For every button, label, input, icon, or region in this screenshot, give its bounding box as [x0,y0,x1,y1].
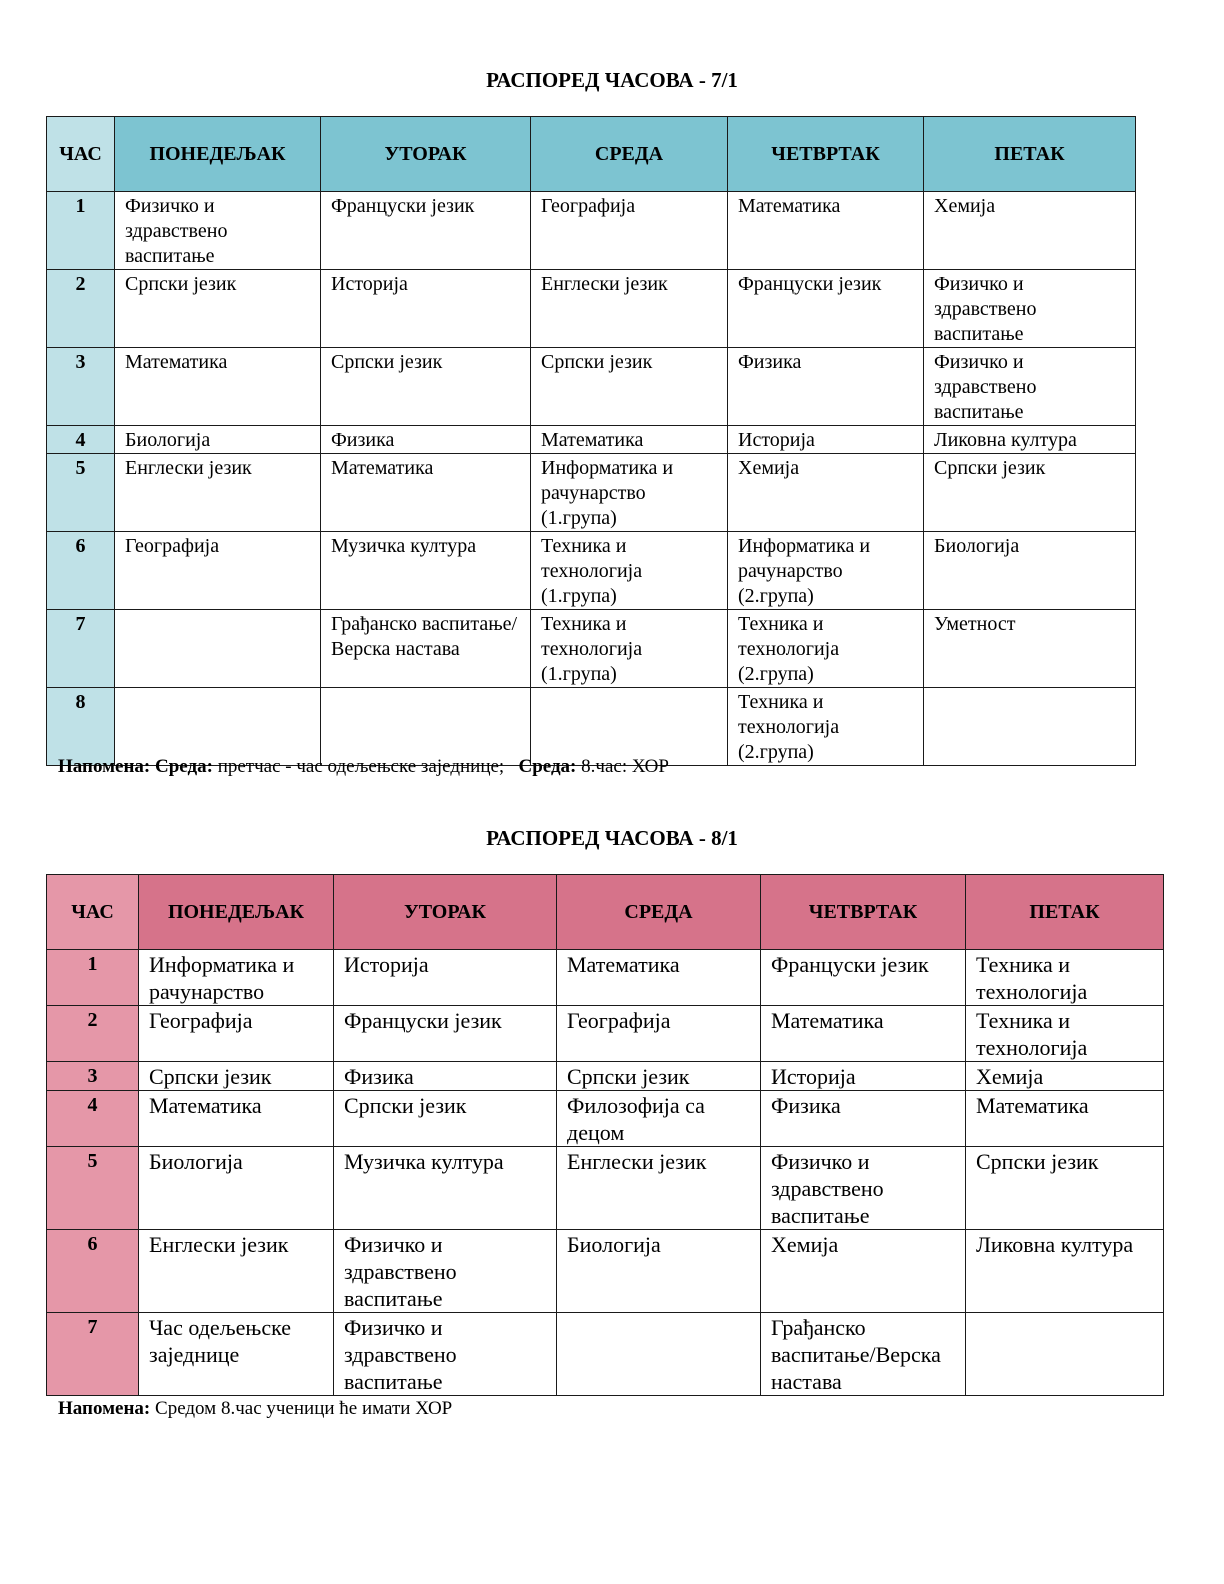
lesson-cell: Географија [115,532,321,610]
lesson-cell: Енглески језик [139,1230,334,1313]
lesson-cell [557,1313,761,1396]
lesson-cell: Биологија [924,532,1136,610]
lesson-cell: Уметност [924,610,1136,688]
header-thursday: ЧЕТВРТАК [728,117,924,192]
lesson-cell: Информатика и рачунарство (1.група) [531,454,728,532]
note-day: Среда: [518,756,577,777]
lesson-cell: Српски језик [966,1147,1164,1230]
lesson-cell: Физика [761,1091,966,1147]
hour-number: 6 [47,1230,139,1313]
hour-number: 8 [47,688,115,766]
lesson-cell: Биологија [139,1147,334,1230]
schedule-7-note [58,756,669,778]
table-row [47,1006,1164,1062]
note-text: претчас - час одељењске заједнице; [212,756,505,777]
lesson-cell: Хемија [924,192,1136,270]
lesson-cell [924,688,1136,766]
schedule-8-note [58,1398,452,1420]
schedule-7-title: РАСПОРЕД ЧАСОВА - 7/1 [486,68,738,92]
table-row [47,950,1164,1006]
lesson-cell: Физичко и здравствено васпитање [334,1313,557,1396]
hour-number: 1 [47,950,139,1006]
lesson-cell: Српски језик [115,270,321,348]
lesson-cell: Физичко и здравствено васпитање [115,192,321,270]
lesson-cell: Српски језик [531,348,728,426]
lesson-cell: Музичка култура [321,532,531,610]
hour-number: 3 [47,348,115,426]
lesson-cell: Хемија [966,1062,1164,1091]
lesson-cell: Физичко и здравствено васпитање [924,348,1136,426]
hour-number: 7 [47,1313,139,1396]
note-text: Средом 8.час ученици ће имати ХОР [150,1398,453,1419]
lesson-cell: Техника и технологија [966,1006,1164,1062]
lesson-cell [531,688,728,766]
note-label: Напомена: [58,756,151,777]
table-row [47,1313,1164,1396]
lesson-cell: Филозофија са децом [557,1091,761,1147]
lesson-cell: Српски језик [321,348,531,426]
table-row [47,688,1136,766]
hour-number: 2 [47,1006,139,1062]
lesson-cell: Грађанско васпитање/Верска настава [321,610,531,688]
lesson-cell: Биологија [557,1230,761,1313]
note-label: Напомена: [58,1398,151,1419]
table-row [47,1147,1164,1230]
lesson-cell: Информатика и рачунарство [139,950,334,1006]
lesson-cell: Српски језик [334,1091,557,1147]
lesson-cell [115,610,321,688]
lesson-cell: Техника и технологија (2.група) [728,610,924,688]
table-row [47,454,1136,532]
lesson-cell: Физичко и здравствено васпитање [924,270,1136,348]
lesson-cell: Историја [761,1062,966,1091]
table-row [47,426,1136,454]
lesson-cell [966,1313,1164,1396]
lesson-cell: Математика [761,1006,966,1062]
lesson-cell: Ликовна култура [924,426,1136,454]
table-row [47,270,1136,348]
hour-number: 2 [47,270,115,348]
lesson-cell: Информатика и рачунарство (2.група) [728,532,924,610]
lesson-cell: Час одељењске заједнице [139,1313,334,1396]
header-hour: ЧАС [47,875,139,950]
lesson-cell: Математика [115,348,321,426]
lesson-cell: Физика [728,348,924,426]
lesson-cell: Математика [966,1091,1164,1147]
hour-number: 1 [47,192,115,270]
table-row [47,532,1136,610]
table-row [47,192,1136,270]
lesson-cell: Српски језик [139,1062,334,1091]
lesson-cell: Математика [321,454,531,532]
table-row [47,1230,1164,1313]
header-hour: ЧАС [47,117,115,192]
lesson-cell: Физика [321,426,531,454]
hour-number: 5 [47,1147,139,1230]
table-row [47,1062,1164,1091]
header-tuesday: УТОРАК [321,117,531,192]
schedule-8-table [46,874,1164,1396]
lesson-cell: Грађанско васпитање/Верска настава [761,1313,966,1396]
note-day: Среда: [155,756,213,777]
hour-number: 3 [47,1062,139,1091]
hour-number: 7 [47,610,115,688]
lesson-cell: Српски језик [557,1062,761,1091]
lesson-cell: Географија [531,192,728,270]
lesson-cell: Ликовна култура [966,1230,1164,1313]
lesson-cell: Енглески језик [557,1147,761,1230]
lesson-cell [321,688,531,766]
table-row [47,610,1136,688]
table-row [47,348,1136,426]
lesson-cell: Математика [139,1091,334,1147]
hour-number: 6 [47,532,115,610]
header-thursday: ЧЕТВРТАК [761,875,966,950]
lesson-cell: Енглески језик [115,454,321,532]
note-text: 8.час: ХОР [576,756,669,777]
lesson-cell: Математика [531,426,728,454]
hour-number: 4 [47,1091,139,1147]
table-header-row [47,117,1136,192]
lesson-cell: Техника и технологија (1.група) [531,532,728,610]
lesson-cell: Математика [557,950,761,1006]
hour-number: 4 [47,426,115,454]
lesson-cell: Географија [139,1006,334,1062]
lesson-cell: Хемија [761,1230,966,1313]
lesson-cell: Француски језик [728,270,924,348]
header-monday: ПОНЕДЕЉАК [115,117,321,192]
lesson-cell: Српски језик [924,454,1136,532]
lesson-cell: Физичко и здравствено васпитање [334,1230,557,1313]
header-friday: ПЕТАК [966,875,1164,950]
hour-number: 5 [47,454,115,532]
lesson-cell: Историја [334,950,557,1006]
table-row [47,1091,1164,1147]
lesson-cell: Музичка култура [334,1147,557,1230]
lesson-cell: Историја [728,426,924,454]
header-friday: ПЕТАК [924,117,1136,192]
lesson-cell: Физичко и здравствено васпитање [761,1147,966,1230]
lesson-cell: Техника и технологија (1.група) [531,610,728,688]
table-header-row [47,875,1164,950]
header-wednesday: СРЕДА [531,117,728,192]
header-wednesday: СРЕДА [557,875,761,950]
lesson-cell [115,688,321,766]
lesson-cell: Математика [728,192,924,270]
lesson-cell: Техника и технологија (2.група) [728,688,924,766]
schedule-8-title: РАСПОРЕД ЧАСОВА - 8/1 [486,826,738,850]
lesson-cell: Географија [557,1006,761,1062]
lesson-cell: Физика [334,1062,557,1091]
lesson-cell: Биологија [115,426,321,454]
lesson-cell: Енглески језик [531,270,728,348]
header-tuesday: УТОРАК [334,875,557,950]
lesson-cell: Француски језик [761,950,966,1006]
schedule-7-table [46,116,1136,766]
lesson-cell: Француски језик [334,1006,557,1062]
lesson-cell: Хемија [728,454,924,532]
lesson-cell: Француски језик [321,192,531,270]
header-monday: ПОНЕДЕЉАК [139,875,334,950]
lesson-cell: Техника и технологија [966,950,1164,1006]
lesson-cell: Историја [321,270,531,348]
